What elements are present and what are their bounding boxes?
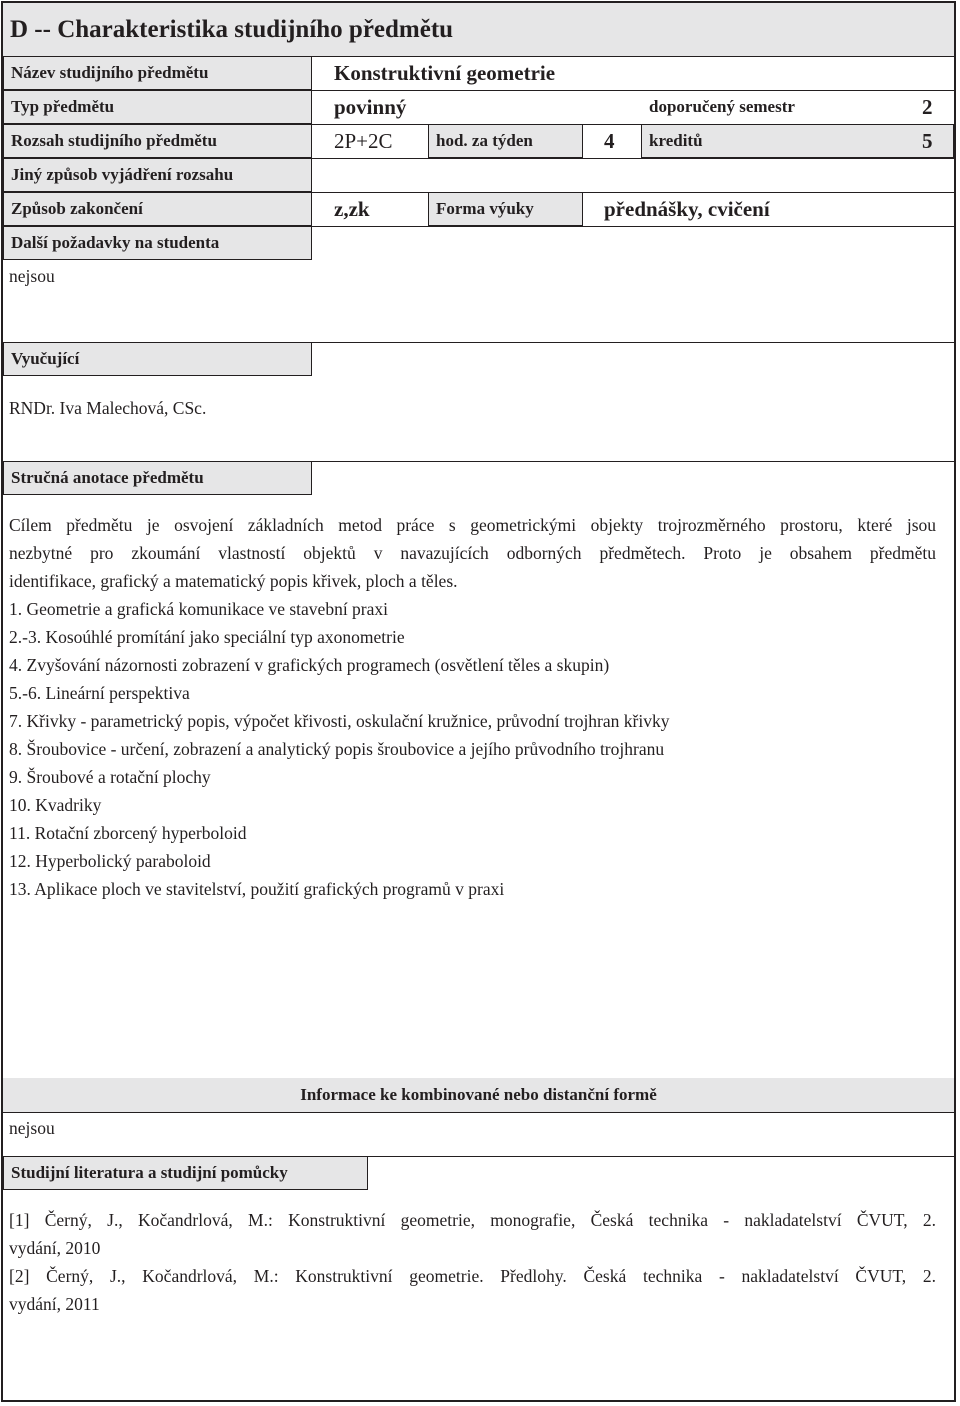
- value-semestr: 2: [922, 94, 933, 119]
- text-kombinovana: nejsou: [9, 1118, 55, 1138]
- list-item: 11. Rotační zborcený hyperboloid: [9, 823, 247, 843]
- reference-line: vydání, 2011: [9, 1294, 100, 1314]
- value-zakonceni: z,zk: [334, 196, 370, 221]
- anotace-line: nezbytné pro zkoumání vlastností objektů v navazujících odborných předmětech. Proto je obsahem předmětu: [9, 543, 936, 563]
- label-rozsah: Rozsah studijního předmětu: [3, 124, 312, 158]
- reference-line: vydání, 2010: [9, 1238, 101, 1258]
- list-item: 4. Zvyšování názornosti zobrazení v grafických programech (osvětlení těles a skupin): [9, 655, 610, 675]
- reference-line: [2] Černý, J., Kočandrlová, M.: Konstruktivní geometrie. Předlohy. Česká technika - nakladatelství ČVUT, 2.: [9, 1266, 936, 1286]
- value-forma: přednášky, cvičení: [604, 196, 770, 221]
- label-jiny: Jiný způsob vyjádření rozsahu: [3, 158, 312, 192]
- label-semestr: doporučený semestr: [649, 97, 795, 116]
- list-item: 1. Geometrie a grafická komunikace ve stavební praxi: [9, 599, 389, 619]
- label-zakonceni: Způsob zakončení: [3, 192, 312, 226]
- label-typ: Typ předmětu: [3, 90, 312, 124]
- label-pozadavky: Další požadavky na studenta: [3, 226, 312, 260]
- label-kredity: kreditů: [641, 124, 954, 158]
- text-pozadavky: nejsou: [9, 266, 55, 286]
- list-item: 10. Kvadriky: [9, 795, 102, 815]
- label-forma: Forma výuky: [428, 192, 583, 226]
- value-nazev: Konstruktivní geometrie: [334, 60, 556, 85]
- value-rozsah: 2P+2C: [334, 128, 393, 153]
- value-kredity: 5: [922, 128, 933, 153]
- reference-line: [1] Černý, J., Kočandrlová, M.: Konstruktivní geometrie, monografie, Česká technika - nakladatelství ČVUT, 2.: [9, 1210, 936, 1230]
- label-vyucujici: Vyučující: [3, 342, 312, 376]
- list-item: 13. Aplikace ploch ve stavitelství, použití grafických programů v praxi: [9, 879, 505, 899]
- label-kombinovana: Informace ke kombinované nebo distanční formě: [3, 1078, 954, 1112]
- label-nazev: Název studijního předmětu: [3, 56, 312, 90]
- list-item: 12. Hyperbolický paraboloid: [9, 851, 211, 871]
- anotace-body: [9, 511, 936, 903]
- label-hod: hod. za týden: [428, 124, 583, 158]
- list-item: 7. Křivky - parametrický popis, výpočet křivosti, oskulační kružnice, průvodní trojhran křivky: [9, 711, 670, 731]
- page-title: D -- Charakteristika studijního předmětu: [3, 3, 954, 56]
- value-hod: 4: [604, 128, 615, 153]
- list-item: 9. Šroubové a rotační plochy: [9, 767, 211, 787]
- literatura-body: [9, 1206, 936, 1318]
- list-item: 2.-3. Kosoúhlé promítání jako speciální typ axonometrie: [9, 627, 405, 647]
- list-item: 5.-6. Lineární perspektiva: [9, 683, 190, 703]
- text-vyucujici: RNDr. Iva Malechová, CSc.: [9, 398, 207, 418]
- label-anotace: Stručná anotace předmětu: [3, 461, 312, 495]
- value-typ: povinný: [334, 94, 407, 119]
- anotace-line: Cílem předmětu je osvojení základních metod práce s geometrickými objekty trojrozměrného prostoru, které jsou: [9, 515, 936, 535]
- anotace-line: identifikace, grafický a matematický popis křivek, ploch a těles.: [9, 571, 458, 591]
- label-literatura: Studijní literatura a studijní pomůcky: [3, 1156, 368, 1190]
- list-item: 8. Šroubovice - určení, zobrazení a analytický popis šroubovice a jejího průvodního trojhranu: [9, 739, 665, 759]
